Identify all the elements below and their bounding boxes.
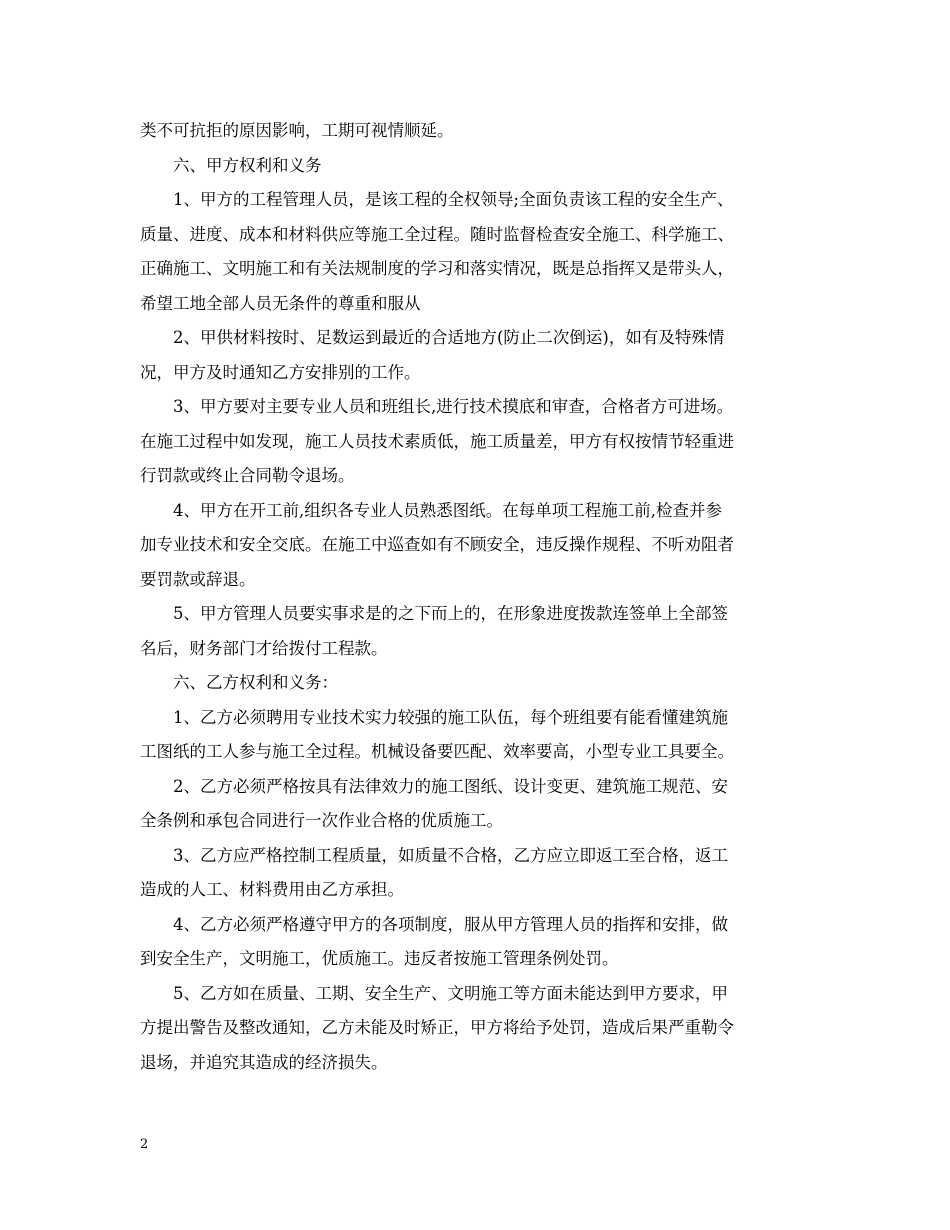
text-line: 4、甲方在开工前,组织各专业人员熟悉图纸。在每单项工程施工前,检查并参 bbox=[173, 500, 722, 520]
text-line: 5、乙方如在质量、工期、安全生产、文明施工等方面未能达到甲方要求，甲 bbox=[173, 983, 728, 1003]
page-number: 2 bbox=[140, 1137, 149, 1152]
text-line: 要罚款或辞退。 bbox=[140, 569, 256, 589]
text-line: 3、乙方应严格控制工程质量，如质量不合格，乙方应立即返工至合格，返工 bbox=[173, 845, 728, 865]
text-line: 在施工过程中如发现，施工人员技术素质低，施工质量差，甲方有权按情节轻重进 bbox=[140, 431, 734, 451]
text-line: 名后，财务部门才给拨付工程款。 bbox=[140, 638, 388, 658]
text-line: 工图纸的工人参与施工全过程。机械设备要匹配、效率要高，小型专业工具要全。 bbox=[140, 742, 734, 761]
text-line: 正确施工、文明施工和有关法规制度的学习和落实情况，既是总指挥又是带头人， bbox=[140, 259, 734, 278]
text-line: 2、甲供材料按时、足数运到最近的合适地方(防止二次倒运)，如有及特殊情 bbox=[173, 328, 725, 347]
text-line: 2、乙方必须严格按具有法律效力的施工图纸、设计变更、建筑施工规范、安 bbox=[173, 776, 728, 796]
text-line: 况，甲方及时通知乙方安排别的工作。 bbox=[140, 362, 421, 382]
text-line: 1、甲方的工程管理人员，是该工程的全权领导;全面负责该工程的安全生产、 bbox=[173, 190, 734, 209]
text-line: 希望工地全部人员无条件的尊重和服从 bbox=[140, 293, 421, 313]
text-line: 1、乙方必须聘用专业技术实力较强的施工队伍，每个班组要有能看懂建筑施 bbox=[173, 707, 728, 727]
text-line: 造成的人工、材料费用由乙方承担。 bbox=[140, 880, 404, 899]
text-line: 行罚款或终止合同勒令退场。 bbox=[140, 466, 355, 485]
text-line: 退场，并追究其造成的经济损失。 bbox=[140, 1052, 388, 1072]
text-line: 六、甲方权利和义务 bbox=[173, 155, 322, 175]
text-line: 方提出警告及整改通知，乙方未能及时矫正，甲方将给予处罚，造成后果严重勒令 bbox=[140, 1018, 734, 1037]
text-line: 到安全生产，文明施工，优质施工。违反者按施工管理条例处罚。 bbox=[140, 949, 619, 968]
text-line: 类不可抗拒的原因影响，工期可视情顺延。 bbox=[140, 121, 454, 140]
text-line: 3、甲方要对主要专业人员和班组长,进行技术摸底和审查，合格者方可进场。 bbox=[173, 397, 734, 416]
document-body bbox=[140, 114, 812, 1080]
text-line: 4、乙方必须严格遵守甲方的各项制度，服从甲方管理人员的指挥和安排，做 bbox=[173, 914, 728, 934]
text-line: 全条例和承包合同进行一次作业合格的优质施工。 bbox=[140, 811, 503, 830]
text-line: 5、甲方管理人员要实事求是的之下而上的，在形象进度拨款连签单上全部签 bbox=[173, 604, 728, 623]
text-line: 质量、进度、成本和材料供应等施工全过程。随时监督检查安全施工、科学施工、 bbox=[140, 224, 734, 244]
text-line: 加专业技术和安全交底。在施工中巡查如有不顾安全，违反操作规程、不听劝阻者 bbox=[140, 535, 734, 554]
text-line: 六、乙方权利和义务： bbox=[173, 673, 338, 692]
